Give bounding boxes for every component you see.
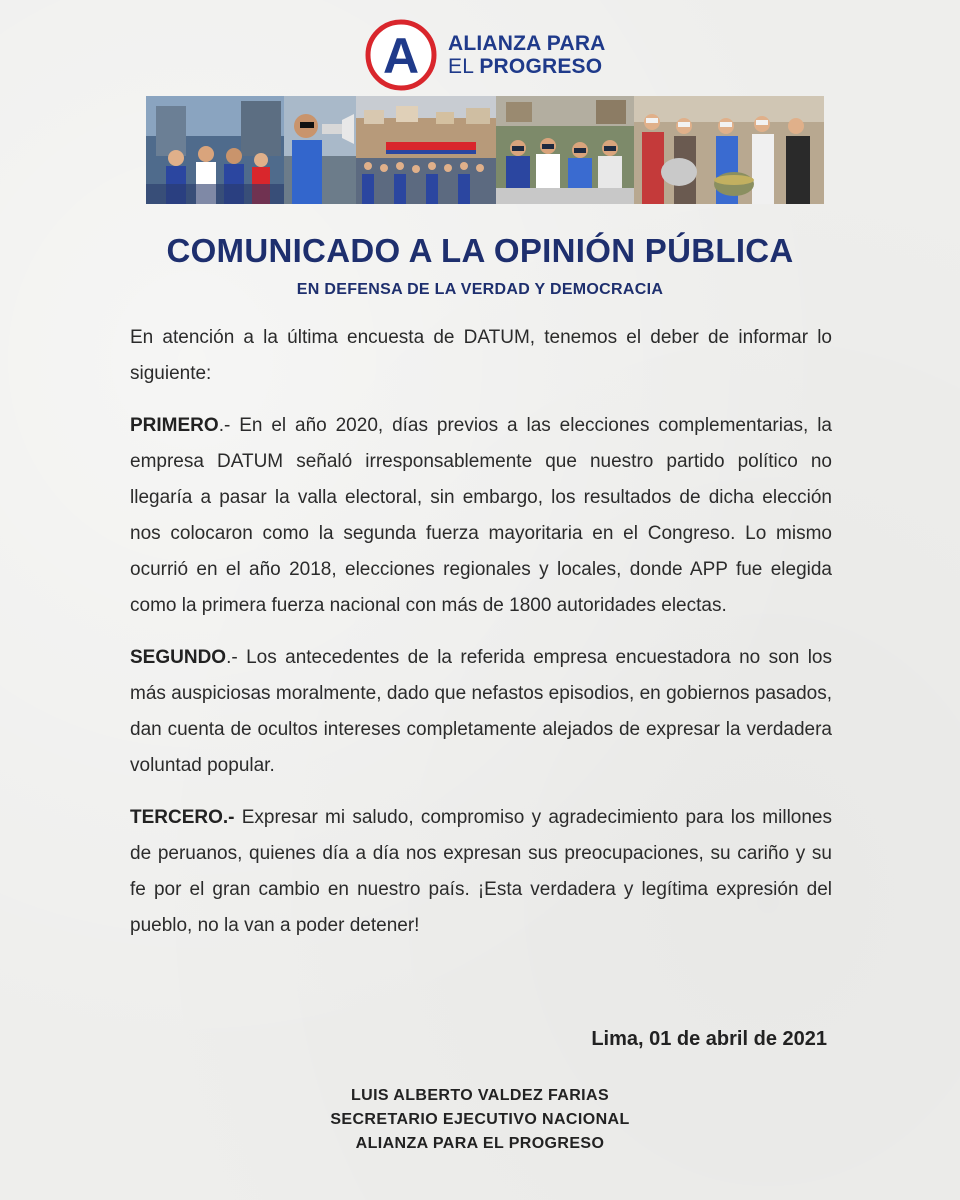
hillside-rally-photo: [356, 96, 496, 204]
paragraph-text: Expresar mi saludo, compromiso y agradecimiento para los millones de peruanos, quienes día a día nos expresan sus preocupaciones, su cariño y su fe por el gran cambio en nuestro país. ¡Esta verdadera y legítima expresión del pueblo, no la van a poder detener!: [130, 807, 832, 936]
paragraph-text: .- En el año 2020, días previos a las elecciones complementarias, la empresa DATUM señaló irresponsablemente que nuestro partido político no llegaría a pasar la valla electoral, sin embargo, los resultados de dicha elección nos colocaron como la segunda fuerza mayoritaria en el Congreso. Lo mismo ocurrió en el año 2018, elecciones regionales y locales, donde APP fue elegida como la primera fuerza nacional con más de 1800 autoridades electas.: [130, 415, 832, 616]
logo-letter: A: [382, 28, 420, 84]
paragraph-label: SEGUNDO: [130, 647, 227, 668]
signatory-role: SECRETARIO EJECUTIVO NACIONAL: [330, 1111, 630, 1128]
page-subtitle: EN DEFENSA DE LA VERDAD Y DEMOCRACIA: [296, 281, 664, 298]
logo-wordmark: [448, 32, 606, 78]
intro-paragraph: En atención a la última encuesta de DATUM, tenemos el deber de informar lo siguiente:: [130, 327, 832, 384]
signature-block: [0, 1084, 960, 1156]
signatory-name: LUIS ALBERTO VALDEZ FARIAS: [350, 1087, 610, 1104]
paragraph-text: .- Los antecedentes de la referida empresa encuestadora no son los más auspiciosas moralmente, dado que nefastos episodios, en gobiernos pasados, dan cuenta de ocultos intereses completamente alejados de expresar la verdadera voluntad popular.: [130, 647, 832, 776]
paragraph-segundo: [130, 640, 832, 784]
paragraph-primero: [130, 408, 832, 624]
party-logo: [364, 18, 606, 92]
statement-body: [130, 320, 832, 960]
paragraph-tercero: [130, 800, 832, 944]
date-line: Lima, 01 de abril de 2021: [591, 1028, 827, 1050]
paragraph-label: TERCERO.-: [130, 807, 235, 828]
speaker-megaphone-photo: [284, 96, 356, 204]
photo-strip: [146, 96, 824, 204]
party-logo-mark: [364, 18, 438, 92]
paragraph-label: PRIMERO: [130, 415, 219, 436]
signatory-organization: ALIANZA PARA EL PROGRESO: [355, 1135, 605, 1152]
logo-line-1: ALIANZA PARA: [448, 32, 606, 55]
page-title: COMUNICADO A LA OPINIÓN PÚBLICA: [166, 232, 794, 269]
community-kitchen-photo: [634, 96, 824, 204]
crowd-street-photo: [146, 96, 284, 204]
logo-line-2: EL PROGRESO: [448, 55, 603, 78]
supporters-crowd-photo: [496, 96, 634, 204]
